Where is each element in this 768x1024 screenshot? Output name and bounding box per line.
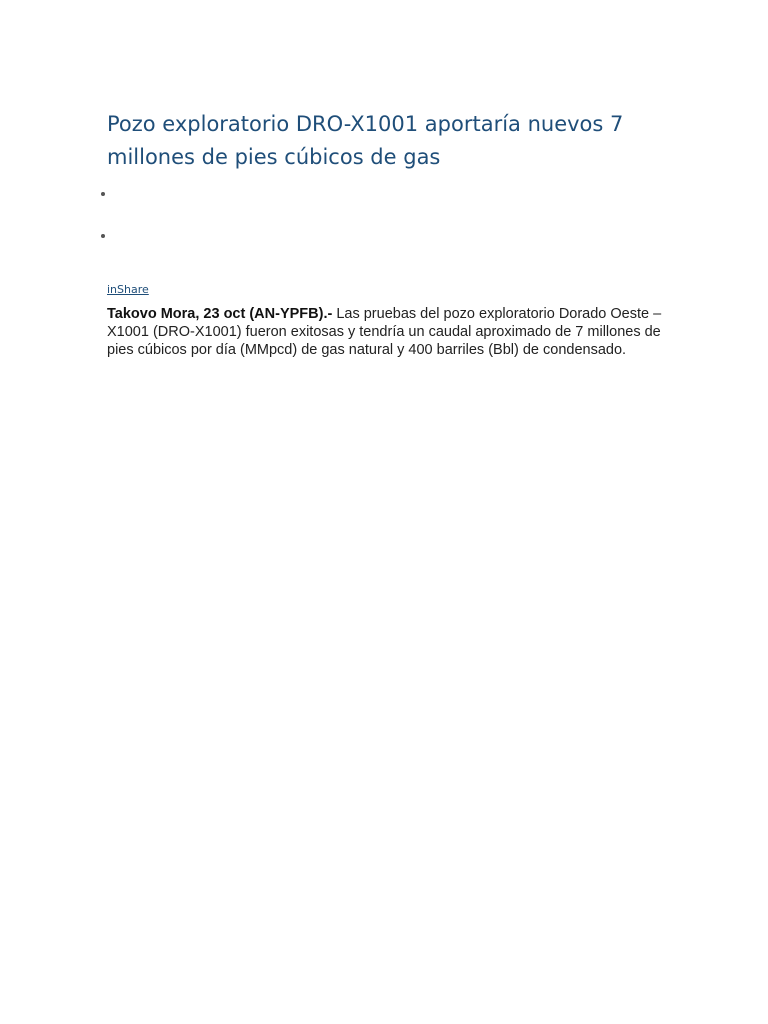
article-body-text: Las pruebas del pozo exploratorio Dorado Oeste – X1001 (DRO-X1001) fueron exitosas y tendría un caudal aproximado de 7 millones de pies cúbicos por día (MMpcd) de gas natural y 400 barriles (Bbl) de condensado. xyxy=(107,306,662,358)
article-body xyxy=(107,305,667,359)
article-title: Pozo exploratorio DRO-X1001 aportaría nuevos 7 millones de pies cúbicos de gas xyxy=(107,112,624,169)
inshare-link[interactable]: inShare xyxy=(107,283,149,296)
article-container xyxy=(107,108,707,358)
article-dateline: Takovo Mora, 23 oct (AN-YPFB).- xyxy=(107,306,333,322)
bullet-icon xyxy=(101,192,105,196)
bullet-icon xyxy=(101,234,105,238)
